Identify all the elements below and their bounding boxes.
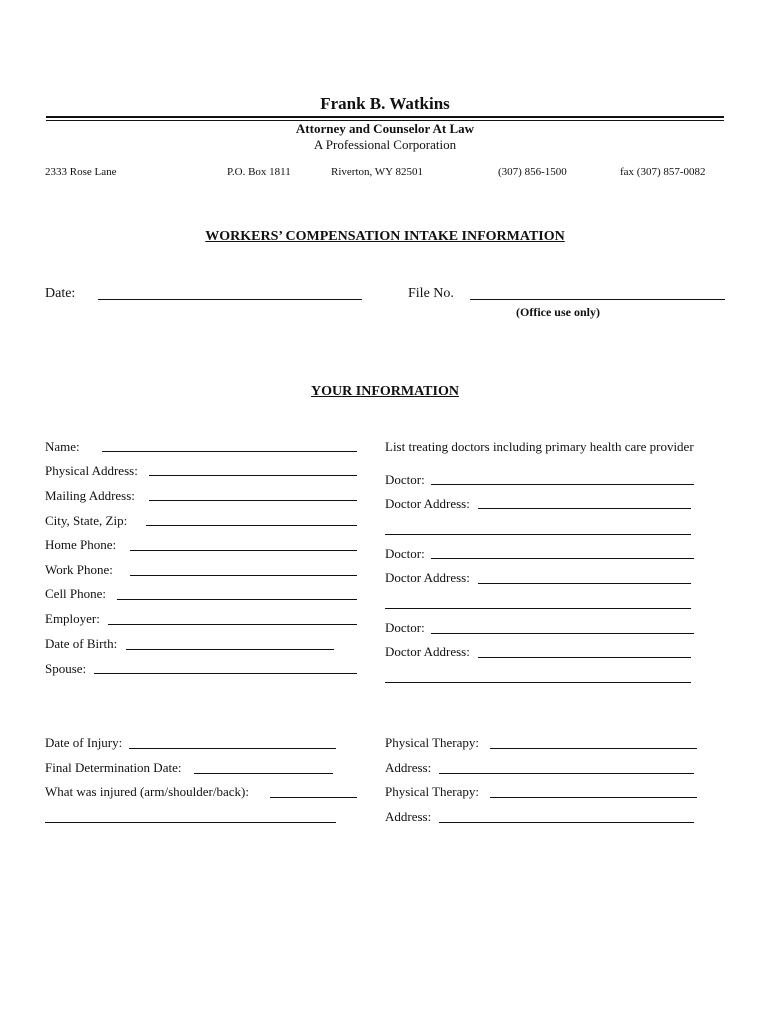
mailing-address-label: Mailing Address: bbox=[45, 488, 135, 503]
work-phone-label: Work Phone: bbox=[45, 562, 113, 577]
date-of-birth-field[interactable] bbox=[126, 649, 334, 650]
home-phone-field[interactable] bbox=[130, 550, 357, 551]
doctor-1-field[interactable] bbox=[431, 484, 694, 485]
doctor-3-address-line-2[interactable] bbox=[385, 682, 691, 683]
doctor-3-address-field[interactable] bbox=[478, 657, 691, 658]
physical-address-field[interactable] bbox=[149, 475, 357, 476]
cell-phone-label: Cell Phone: bbox=[45, 586, 107, 601]
date-of-injury-field[interactable] bbox=[129, 748, 336, 749]
doctor-3-field[interactable] bbox=[431, 633, 694, 634]
spouse-label: Spouse: bbox=[45, 661, 87, 676]
injury-description-label: What was injured (arm/shoulder/back): bbox=[45, 784, 249, 799]
cell-phone-field[interactable] bbox=[117, 599, 357, 600]
date-of-birth-label: Date of Birth: bbox=[45, 636, 118, 651]
final-determination-label: Final Determination Date: bbox=[45, 760, 182, 775]
physical-therapy-2-address-label: Address: bbox=[385, 809, 432, 824]
physical-therapy-1-label: Physical Therapy: bbox=[385, 735, 479, 750]
mailing-address-field[interactable] bbox=[149, 500, 357, 501]
city-state-zip-field[interactable] bbox=[146, 525, 357, 526]
doctor-1-address-line-2[interactable] bbox=[385, 534, 691, 535]
doctor-1-address-field[interactable] bbox=[478, 508, 691, 509]
attorney-name: Frank B. Watkins bbox=[320, 94, 450, 113]
city-state-zip-label: City, State, Zip: bbox=[45, 513, 128, 528]
doctor-2-address-field[interactable] bbox=[478, 583, 691, 584]
work-phone-field[interactable] bbox=[130, 575, 357, 576]
final-determination-field[interactable] bbox=[194, 773, 333, 774]
physical-therapy-1-field[interactable] bbox=[490, 748, 697, 749]
name-label: Name: bbox=[45, 439, 80, 454]
po-box: P.O. Box 1811 bbox=[227, 166, 291, 178]
injury-description-line-2[interactable] bbox=[45, 822, 336, 823]
form-heading: WORKERS’ COMPENSATION INTAKE INFORMATION bbox=[205, 229, 565, 244]
your-information-heading: YOUR INFORMATION bbox=[311, 384, 459, 399]
name-field[interactable] bbox=[102, 451, 357, 452]
physical-address-label: Physical Address: bbox=[45, 463, 138, 478]
date-of-injury-label: Date of Injury: bbox=[45, 735, 123, 750]
doctor-2-field[interactable] bbox=[431, 558, 694, 559]
injury-description-field[interactable] bbox=[270, 797, 357, 798]
home-phone-label: Home Phone: bbox=[45, 537, 117, 552]
doctor-2-address-line-2[interactable] bbox=[385, 608, 691, 609]
doctors-instructions: List treating doctors including primary health care provider bbox=[385, 439, 694, 454]
doctor-3-address-label: Doctor Address: bbox=[385, 644, 470, 659]
doctor-1-address-label: Doctor Address: bbox=[385, 496, 470, 511]
date-field[interactable] bbox=[98, 299, 362, 300]
attorney-title: Attorney and Counselor At Law bbox=[295, 121, 475, 136]
physical-therapy-2-address-field[interactable] bbox=[439, 822, 694, 823]
street-address: 2333 Rose Lane bbox=[45, 166, 117, 178]
doctor-2-address-label: Doctor Address: bbox=[385, 570, 470, 585]
fax-number: fax (307) 857-0082 bbox=[620, 166, 706, 178]
physical-therapy-1-address-field[interactable] bbox=[439, 773, 694, 774]
file-number-label: File No. bbox=[408, 286, 454, 301]
physical-therapy-2-field[interactable] bbox=[490, 797, 697, 798]
phone-number: (307) 856-1500 bbox=[498, 166, 567, 178]
doctor-1-label: Doctor: bbox=[385, 472, 425, 487]
file-number-field[interactable] bbox=[470, 299, 725, 300]
firm-type: A Professional Corporation bbox=[313, 137, 457, 152]
doctor-3-label: Doctor: bbox=[385, 620, 425, 635]
spouse-field[interactable] bbox=[94, 673, 357, 674]
doctor-2-label: Doctor: bbox=[385, 546, 425, 561]
employer-label: Employer: bbox=[45, 611, 100, 626]
physical-therapy-1-address-label: Address: bbox=[385, 760, 432, 775]
city-state-zip: Riverton, WY 82501 bbox=[331, 166, 423, 178]
letterhead-rule-thick bbox=[46, 116, 724, 118]
date-label: Date: bbox=[45, 286, 76, 301]
physical-therapy-2-label: Physical Therapy: bbox=[385, 784, 479, 799]
employer-field[interactable] bbox=[108, 624, 357, 625]
office-use-note: (Office use only) bbox=[516, 305, 600, 319]
